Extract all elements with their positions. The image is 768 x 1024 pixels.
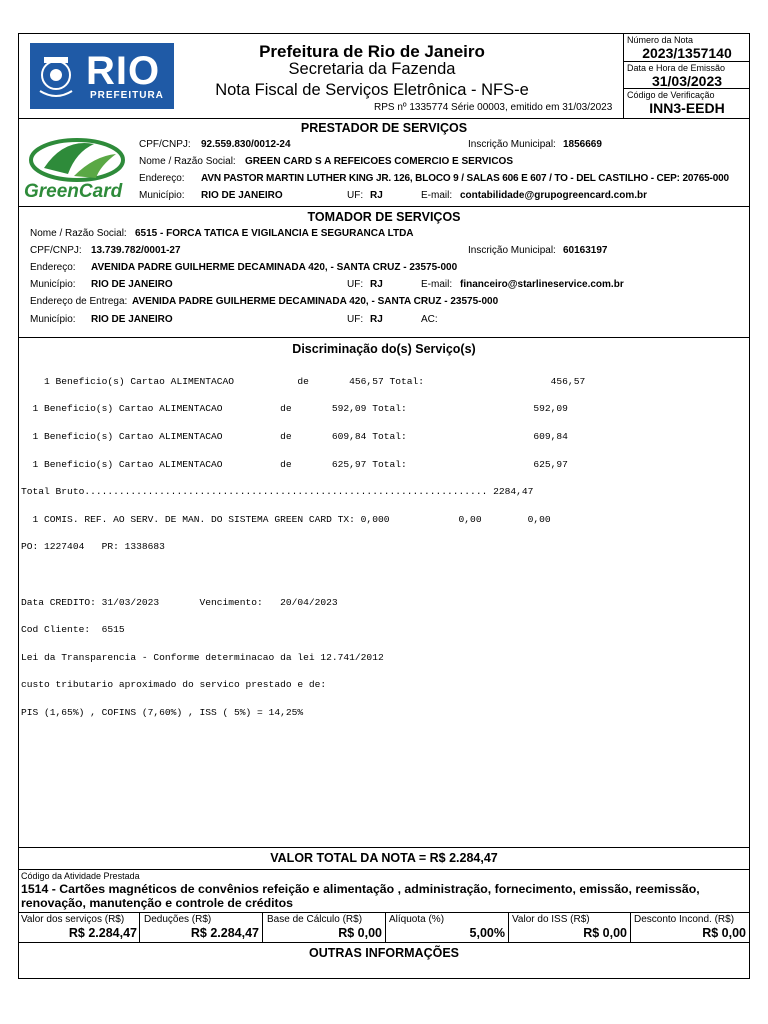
- base-calculo-label: Base de Cálculo (R$): [267, 914, 363, 925]
- service-line: 1 COMIS. REF. AO SERV. DE MAN. DO SISTEMA GREEN CARD TX: 0,000 0,00 0,00: [21, 513, 551, 525]
- divider: [262, 912, 263, 942]
- tomador-uf2-label: UF:: [347, 314, 364, 325]
- prestador-section-title: PRESTADOR DE SERVIÇOS: [300, 121, 468, 135]
- tomador-email-value: financeiro@starlineservice.com.br: [460, 279, 624, 290]
- service-line: [21, 568, 747, 582]
- divider: [18, 337, 750, 338]
- tomador-mun2-label: Município:: [30, 314, 76, 325]
- deducoes-label: Deduções (R$): [144, 914, 212, 925]
- tomador-nome-label: Nome / Razão Social:: [30, 228, 127, 239]
- divider: [139, 912, 140, 942]
- header-doc-title: Nota Fiscal de Serviços Eletrônica - NFS-e: [215, 81, 529, 99]
- numero-label: Número da Nota: [627, 35, 694, 45]
- service-line: Data CREDITO: 31/03/2023 Vencimento: 20/04/2023: [21, 596, 338, 608]
- tomador-ac-label: AC:: [421, 314, 438, 325]
- greencard-logo-text: GreenCard: [24, 181, 123, 202]
- service-line: Total Bruto...................................................................... 2284,47: [21, 486, 534, 498]
- service-line: Cod Cliente: 6515: [21, 624, 125, 636]
- desconto-value: R$ 0,00: [702, 926, 746, 940]
- divider: [18, 869, 750, 870]
- tomador-cpf-label: CPF/CNPJ:: [30, 245, 82, 256]
- prestador-uf-label: UF:: [347, 190, 364, 201]
- tomador-mun-label: Município:: [30, 279, 76, 290]
- tomador-uf-label: UF:: [347, 279, 364, 290]
- service-line: 1 Beneficio(s) Cartao ALIMENTACAO de 625,97 Total: 625,97: [21, 458, 568, 470]
- header-title: Prefeitura de Rio de Janeiro: [259, 42, 485, 61]
- divider: [385, 912, 386, 942]
- aliquota-label: Alíquota (%): [389, 914, 445, 925]
- valor-total: VALOR TOTAL DA NOTA = R$ 2.284,47: [270, 851, 498, 865]
- desconto-label: Desconto Incond. (R$): [634, 914, 735, 925]
- tomador-entrega-value: AVENIDA PADRE GUILHERME DECAMINADA 420, - SANTA CRUZ - 23575-000: [132, 296, 499, 307]
- service-line: PO: 1227404 PR: 1338683: [21, 541, 165, 553]
- tomador-im-value: 60163197: [563, 245, 608, 256]
- tomador-cpf-value: 13.739.782/0001-27: [91, 245, 181, 256]
- service-line: 1 Beneficio(s) Cartao ALIMENTACAO de 609,84 Total: 609,84: [21, 430, 568, 442]
- prestador-im-label: Inscrição Municipal:: [468, 139, 556, 150]
- greencard-logo: [24, 134, 130, 204]
- discriminacao-lines: [21, 361, 747, 734]
- tomador-mun2-value: RIO DE JANEIRO: [91, 314, 173, 325]
- prestador-uf-value: RJ: [370, 190, 383, 201]
- atividade-label: Código da Atividade Prestada: [21, 871, 140, 881]
- service-line: 1 Beneficio(s) Cartao ALIMENTACAO de 592,09 Total: 592,09: [21, 403, 568, 415]
- tomador-section-title: TOMADOR DE SERVIÇOS: [307, 210, 461, 224]
- prestador-cpf-value: 92.559.830/0012-24: [201, 139, 291, 150]
- header-subtitle: Secretaria da Fazenda: [288, 60, 456, 78]
- divider: [18, 206, 750, 207]
- prestador-email-value: contabilidade@grupogreencard.com.br: [460, 190, 648, 201]
- tomador-uf2-value: RJ: [370, 314, 383, 325]
- divider: [508, 912, 509, 942]
- service-line: PIS (1,65%) , COFINS (7,60%) , ISS ( 5%) = 14,25%: [21, 706, 304, 718]
- tomador-entrega-label: Endereço de Entrega:: [30, 296, 128, 307]
- prestador-mun-label: Município:: [139, 190, 185, 201]
- divider: [18, 942, 750, 943]
- divider: [18, 118, 750, 119]
- rio-logo-text: RIO: [86, 49, 161, 93]
- tomador-end-value: AVENIDA PADRE GUILHERME DECAMINADA 420, - SANTA CRUZ - 23575-000: [91, 262, 458, 273]
- data-label: Data e Hora de Emissão: [627, 63, 726, 73]
- service-line: Lei da Transparencia - Conforme determinacao da lei 12.741/2012: [21, 651, 384, 663]
- rio-prefeitura-logo: [30, 43, 174, 109]
- tomador-nome-value: 6515 - FORCA TATICA E VIGILANCIA E SEGURANCA LTDA: [135, 228, 414, 239]
- rps-line: RPS nº 1335774 Série 00003, emitido em 31/03/2023: [374, 102, 613, 113]
- divider: [18, 847, 750, 848]
- valor-servicos-value: R$ 2.284,47: [68, 926, 137, 940]
- prestador-mun-value: RIO DE JANEIRO: [201, 190, 283, 201]
- tomador-im-label: Inscrição Municipal:: [468, 245, 556, 256]
- prestador-end-label: Endereço:: [139, 173, 185, 184]
- outras-informacoes-title: OUTRAS INFORMAÇÕES: [309, 946, 459, 960]
- valores-table: [18, 912, 750, 942]
- tomador-uf-value: RJ: [370, 279, 383, 290]
- valor-servicos-label: Valor dos serviços (R$): [21, 914, 125, 925]
- prestador-im-value: 1856669: [563, 139, 602, 150]
- divider: [630, 912, 631, 942]
- numero-value: 2023/1357140: [642, 45, 732, 61]
- prestador-cpf-label: CPF/CNPJ:: [139, 139, 191, 150]
- codigo-value: INN3-EEDH: [649, 100, 725, 116]
- valor-iss-value: R$ 0,00: [583, 926, 627, 940]
- base-calculo-value: R$ 0,00: [338, 926, 382, 940]
- deducoes-value: R$ 2.284,47: [190, 926, 259, 940]
- discriminacao-section-title: Discriminação do(s) Serviço(s): [292, 342, 476, 356]
- service-line: 1 Beneficio(s) Cartao ALIMENTACAO de 456,57 Total: 456,57: [21, 375, 586, 387]
- tomador-mun-value: RIO DE JANEIRO: [91, 279, 173, 290]
- prefeitura-logo-text: PREFEITURA: [90, 90, 164, 101]
- atividade-value: 1514 - Cartões magnéticos de convênios refeição e alimentação , administração, fornecimento, emissão, reemissão, renovação, manutenção e controle de créditos: [21, 882, 700, 910]
- data-value: 31/03/2023: [651, 73, 723, 89]
- aliquota-value: 5,00%: [469, 926, 505, 940]
- prestador-nome-value: GREEN CARD S A REFEICOES COMERCIO E SERVICOS: [245, 156, 514, 167]
- valor-iss-label: Valor do ISS (R$): [512, 914, 590, 925]
- codigo-label: Código de Verificação: [627, 90, 715, 100]
- service-line: custo tributario aproximado do servico prestado e de:: [21, 679, 327, 691]
- divider: [623, 61, 750, 62]
- greencard-leaf-icon: [24, 134, 130, 186]
- prestador-nome-label: Nome / Razão Social:: [139, 156, 236, 167]
- tomador-end-label: Endereço:: [30, 262, 76, 273]
- prestador-email-label: E-mail:: [421, 190, 453, 201]
- prestador-end-value: AVN PASTOR MARTIN LUTHER KING JR. 126, BLOCO 9 / SALAS 606 E 607 / TO - DEL CASTILHO - CEP: 20765-000: [201, 173, 729, 184]
- tomador-email-label: E-mail:: [421, 279, 453, 290]
